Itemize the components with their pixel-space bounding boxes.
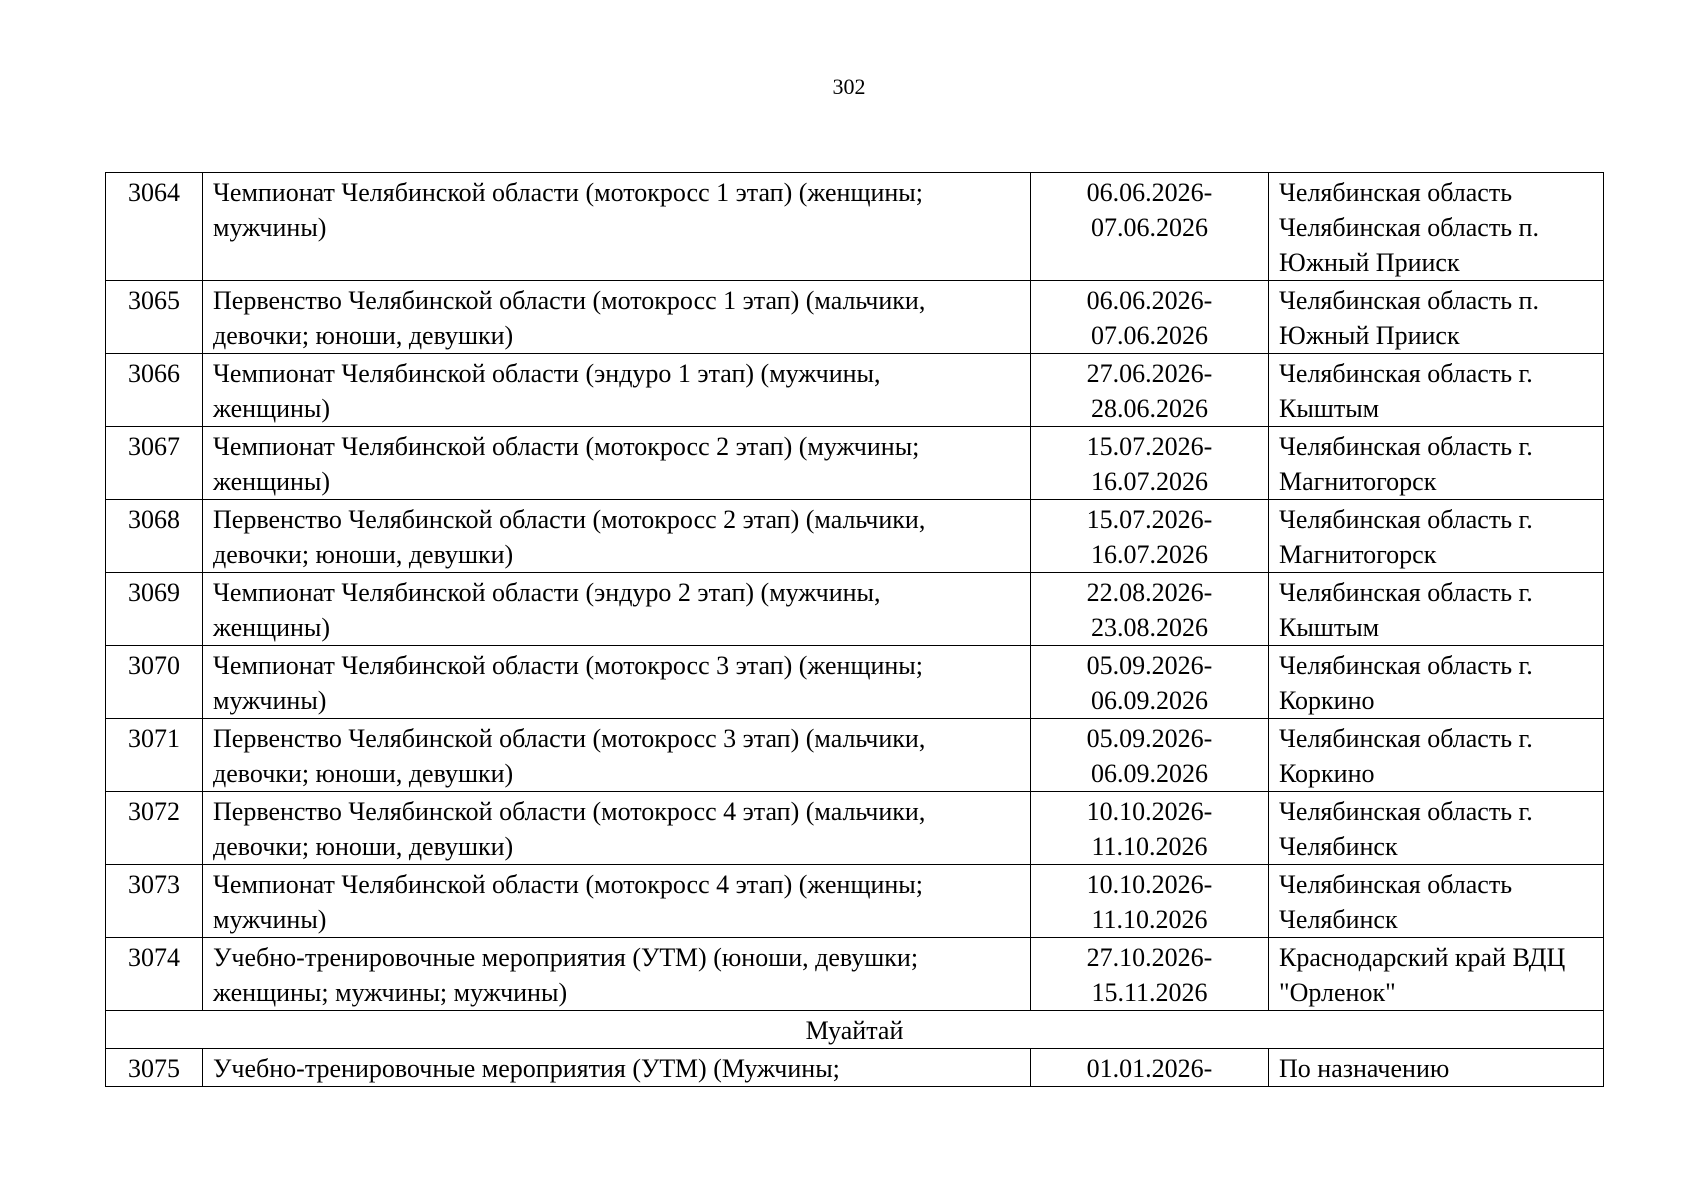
event-name [203,573,1031,646]
event-place [1269,354,1604,427]
event-place [1269,427,1604,500]
event-dates-line: 11.10.2026 [1091,832,1208,861]
event-place-line: Магнитогорск [1279,540,1437,569]
event-name [203,427,1031,500]
event-name-line: женщины; мужчины; мужчины) [213,978,568,1007]
event-place-line: По назначению [1279,1054,1450,1083]
event-dates-line: 06.06.2026- [1086,286,1213,315]
event-dates-line: 23.08.2026 [1091,613,1208,642]
event-name-line: Первенство Челябинской области (мотокросс 2 этап) (мальчики, [213,505,926,534]
event-place [1269,646,1604,719]
event-name [203,354,1031,427]
event-place [1269,938,1604,1011]
event-dates [1031,500,1269,573]
event-dates [1031,938,1269,1011]
event-name-line: Чемпионат Челябинской области (мотокросс 1 этап) (женщины; [213,178,923,207]
event-place [1269,1049,1604,1087]
event-name-line: девочки; юноши, девушки) [213,321,514,350]
event-name-line: Чемпионат Челябинской области (мотокросс 4 этап) (женщины; [213,870,923,899]
event-name [203,500,1031,573]
event-number: 3074 [106,938,203,1011]
event-place [1269,173,1604,281]
table-row [106,865,1604,938]
event-name [203,938,1031,1011]
event-place-line: Челябинская область г. [1279,359,1533,388]
event-name-line: Первенство Челябинской области (мотокросс 3 этап) (мальчики, [213,724,926,753]
event-place-line: Коркино [1279,686,1375,715]
page-number: 302 [832,74,866,99]
table-row [106,1049,1604,1087]
event-name [203,792,1031,865]
event-dates-line: 15.07.2026- [1086,432,1213,461]
event-dates-line: 15.07.2026- [1086,505,1213,534]
event-name-line: Чемпионат Челябинской области (эндуро 1 этап) (мужчины, [213,359,881,388]
event-name-line: женщины) [213,394,331,423]
event-name [203,646,1031,719]
event-place-line: Краснодарский край ВДЦ [1279,943,1566,972]
event-dates [1031,281,1269,354]
event-dates [1031,865,1269,938]
event-name-line: Первенство Челябинской области (мотокросс 1 этап) (мальчики, [213,286,926,315]
event-name-line: мужчины) [213,213,327,242]
event-place [1269,792,1604,865]
event-name [203,865,1031,938]
event-place-line: Магнитогорск [1279,467,1437,496]
table-row [106,500,1604,573]
event-place [1269,281,1604,354]
events-table-body [106,173,1604,1087]
event-place-line: Челябинская область [1279,178,1513,207]
table-row [106,173,1604,281]
event-place-line: Коркино [1279,759,1375,788]
event-dates-line: 11.10.2026 [1091,905,1208,934]
table-row [106,938,1604,1011]
event-dates-line: 05.09.2026- [1086,651,1213,680]
event-dates [1031,173,1269,281]
event-number: 3066 [106,354,203,427]
table-row [106,646,1604,719]
event-dates-line: 10.10.2026- [1086,870,1213,899]
event-place-line: Челябинская область п. [1279,213,1539,242]
event-number: 3073 [106,865,203,938]
event-dates-line: 06.06.2026- [1086,178,1213,207]
table-row [106,792,1604,865]
event-dates [1031,427,1269,500]
event-place-line: Кыштым [1279,394,1380,423]
event-name-line: Первенство Челябинской области (мотокросс 4 этап) (мальчики, [213,797,926,826]
event-place-line: Челябинская область г. [1279,797,1533,826]
event-place-line: Кыштым [1279,613,1380,642]
event-number: 3069 [106,573,203,646]
event-dates-line: 06.09.2026 [1091,686,1208,715]
event-dates [1031,719,1269,792]
event-place-line: Челябинская область г. [1279,505,1533,534]
event-dates [1031,573,1269,646]
event-place-line: Челябинск [1279,905,1398,934]
event-place-line: "Орленок" [1279,978,1396,1007]
event-place-line: Челябинская область п. [1279,286,1539,315]
event-number: 3072 [106,792,203,865]
event-place-line: Челябинская область г. [1279,724,1533,753]
event-place-line: Челябинская область г. [1279,578,1533,607]
event-dates-line: 07.06.2026 [1091,213,1208,242]
event-dates-line: 10.10.2026- [1086,797,1213,826]
event-number: 3075 [106,1049,203,1087]
event-dates-line: 06.09.2026 [1091,759,1208,788]
event-dates-line: 28.06.2026 [1091,394,1208,423]
event-name-line: Чемпионат Челябинской области (эндуро 2 этап) (мужчины, [213,578,881,607]
event-number: 3065 [106,281,203,354]
section-row [106,1011,1604,1049]
event-name-line: женщины) [213,467,331,496]
event-place-line: Южный Прииск [1279,248,1460,277]
event-place-line: Челябинск [1279,832,1398,861]
event-name-line: мужчины) [213,686,327,715]
event-dates-line: 27.10.2026- [1086,943,1213,972]
event-dates-line: 16.07.2026 [1091,467,1208,496]
event-number: 3064 [106,173,203,281]
event-place [1269,865,1604,938]
event-place-line: Челябинская область г. [1279,651,1533,680]
event-name [203,719,1031,792]
event-name-line: Чемпионат Челябинской области (мотокросс 2 этап) (мужчины; [213,432,920,461]
event-name-line: девочки; юноши, девушки) [213,540,514,569]
event-place-line: Челябинская область г. [1279,432,1533,461]
event-dates-line: 27.06.2026- [1086,359,1213,388]
event-place [1269,500,1604,573]
table-row [106,719,1604,792]
event-place [1269,719,1604,792]
events-table [105,172,1604,1087]
table-row [106,427,1604,500]
table-row [106,354,1604,427]
event-dates-line: 15.11.2026 [1091,978,1208,1007]
event-place-line: Челябинская область [1279,870,1513,899]
event-name-line: Учебно-тренировочные мероприятия (УТМ) (юноши, девушки; [213,943,919,972]
event-dates-line: 22.08.2026- [1086,578,1213,607]
table-row [106,573,1604,646]
event-place-line: Южный Прииск [1279,321,1460,350]
event-name-line: Чемпионат Челябинской области (мотокросс 3 этап) (женщины; [213,651,923,680]
event-name [203,1049,1031,1087]
event-name [203,281,1031,354]
event-number: 3067 [106,427,203,500]
event-name-line: девочки; юноши, девушки) [213,832,514,861]
event-dates [1031,646,1269,719]
event-name-line: девочки; юноши, девушки) [213,759,514,788]
event-dates-line: 16.07.2026 [1091,540,1208,569]
event-name-line: женщины) [213,613,331,642]
event-place [1269,573,1604,646]
event-dates [1031,354,1269,427]
event-name-line: мужчины) [213,905,327,934]
event-name [203,173,1031,281]
event-dates-line: 01.01.2026- [1086,1054,1213,1083]
section-title: Муайтай [106,1011,1604,1049]
event-dates-line: 05.09.2026- [1086,724,1213,753]
event-name-line: Учебно-тренировочные мероприятия (УТМ) (Мужчины; [213,1054,840,1083]
event-dates-line: 07.06.2026 [1091,321,1208,350]
event-dates [1031,1049,1269,1087]
table-row [106,281,1604,354]
event-dates [1031,792,1269,865]
event-number: 3071 [106,719,203,792]
event-number: 3070 [106,646,203,719]
event-number: 3068 [106,500,203,573]
